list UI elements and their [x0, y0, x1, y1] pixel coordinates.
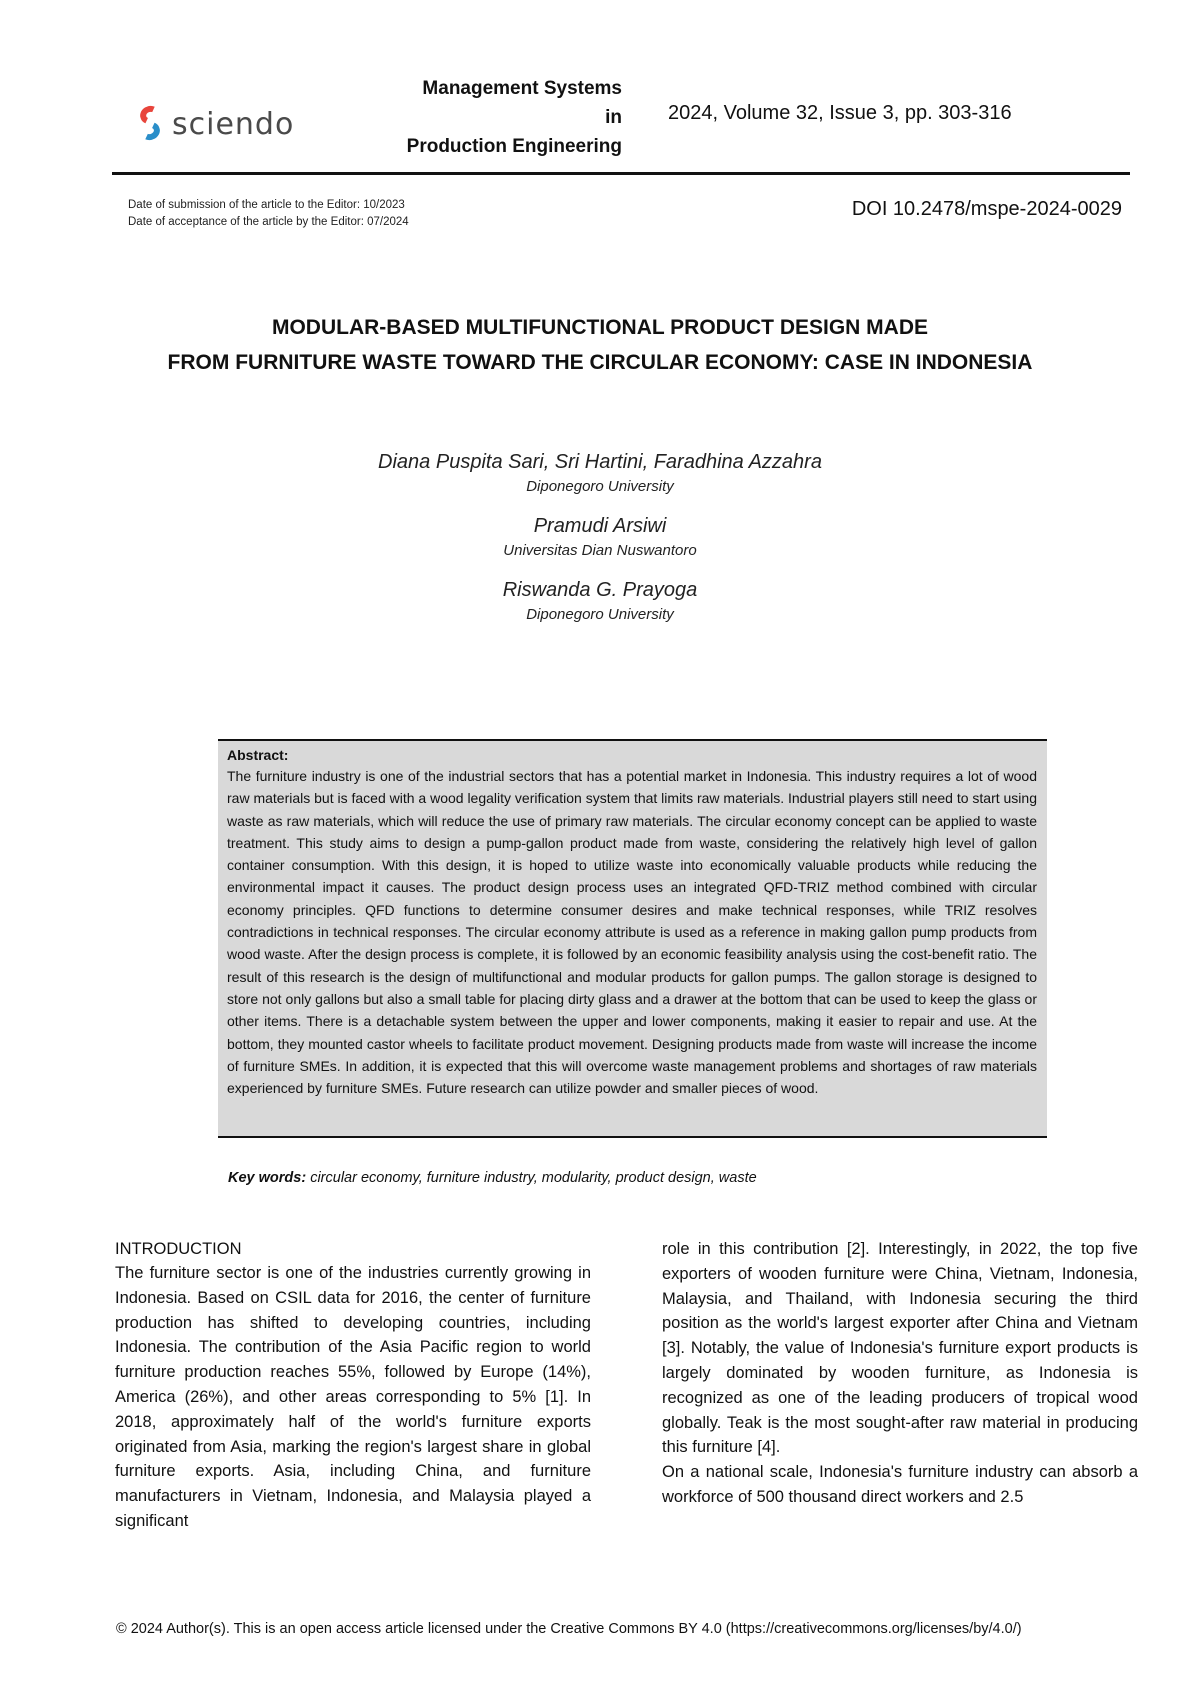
abstract-text: The furniture industry is one of the industrial sectors that has a potential market in Indonesia. This industry requires a lot of wood raw materials but is faced with a wood legality verification system that limits raw materials. Industrial players still need to start using waste as raw materials, which will reduce the use of primary raw materials. The circular economy concept can be applied to waste treatment. This study aims to design a pump-gallon product made from waste, considering the relatively high level of gallon container consumption. With this design, it is hoped to utilize waste into economically valuable products while reducing the environmental impact it causes. The product design process uses an integrated QFD-TRIZ method combined with circular economy principles. QFD functions to determine consumer desires and make technical responses, while TRIZ resolves contradictions in technical responses. The circular economy attribute is used as a reference in making gallon pump products from wood waste. After the design process is complete, it is followed by an economic feasibility analysis using the cost-benefit ratio. The result of this research is the design of multifunctional and modular products for gallon pumps. The gallon storage is designed to store not only gallons but also a small table for placing dirty glass and a drawer at the bottom that can be used to keep the glass or other items. There is a detachable system between the upper and lower components, making it easier to repair and use. At the bottom, they mounted castor wheels to facilitate product movement. Designing products made from waste will increase the income of furniture SMEs. In addition, it is expected that this will overcome waste management problems and shortages of raw materials experienced by furniture SMEs. Future research can utilize powder and smaller pieces of wood.	[227, 768, 1037, 1097]
logo-text: sciendo	[172, 106, 295, 142]
body-column-right	[662, 1237, 1138, 1510]
submission-date: Date of submission of the article to the Editor: 10/2023	[128, 199, 405, 211]
keywords-text: circular economy, furniture industry, modularity, product design, waste	[310, 1170, 757, 1186]
author-names: Riswanda G. Prayoga	[502, 579, 698, 601]
keywords	[228, 1170, 757, 1186]
header-divider	[112, 172, 1130, 175]
journal-name-line2: in	[605, 107, 622, 128]
body-paragraph: The furniture sector is one of the industries currently growing in Indonesia. Based on CSIL data for 2016, the center of furniture production has shifted to developing countries, including Indonesia. The contribution of the Asia Pacific region to world furniture production reaches 55%, followed by Europe (14%), America (26%), and other areas corresponding to 5% [1]. In 2018, approximately half of the world's furniture exports originated from Asia, marking the region's largest share in global furniture exports. Asia, including China, and furniture manufacturers in Vietnam, Indonesia, and Malaysia played a significant	[115, 1264, 591, 1530]
title-line1: MODULAR-BASED MULTIFUNCTIONAL PRODUCT DESIGN MADE	[271, 316, 929, 339]
article-dates	[128, 197, 409, 231]
author-names: Pramudi Arsiwi	[533, 515, 667, 537]
abstract-label: Abstract:	[227, 747, 289, 763]
license-footer: © 2024 Author(s). This is an open access article licensed under the Creative Commons BY 4.0 (https://creativecommons.org/licenses/by/4.0/)	[116, 1621, 1022, 1637]
body-paragraph: On a national scale, Indonesia's furniture industry can absorb a workforce of 500 thousand direct workers and 2.5	[662, 1463, 1138, 1506]
author-affiliation: Diponegoro University	[526, 478, 674, 495]
author-list	[200, 448, 1000, 640]
title-line2: FROM FURNITURE WASTE TOWARD THE CIRCULAR ECONOMY: CASE IN INDONESIA	[167, 351, 1033, 374]
author-group	[200, 448, 1000, 498]
journal-name-line1: Management Systems	[422, 78, 622, 99]
page-header	[112, 70, 1130, 170]
section-heading: INTRODUCTION	[115, 1240, 242, 1258]
article-title	[60, 310, 1140, 380]
journal-name	[382, 74, 622, 161]
body-column-left	[115, 1237, 591, 1534]
author-group	[200, 512, 1000, 562]
journal-name-line3: Production Engineering	[406, 136, 622, 157]
sciendo-logo-icon	[136, 104, 164, 144]
volume-info: 2024, Volume 32, Issue 3, pp. 303-316	[668, 102, 1012, 124]
author-affiliation: Diponegoro University	[526, 606, 674, 623]
acceptance-date: Date of acceptance of the article by the Editor: 07/2024	[128, 216, 409, 228]
body-paragraph: role in this contribution [2]. Interestingly, in 2022, the top five exporters of wooden furniture were China, Vietnam, Indonesia, Malaysia, and Thailand, with Indonesia securing the third position as the world's largest exporter after China and Vietnam [3]. Notably, the value of Indonesia's furniture export products is largely dominated by wooden furniture, as Indonesia is recognized as one of the leading producers of tropical wood globally. Teak is the most sought-after raw material in producing this furniture [4].	[662, 1240, 1138, 1457]
publisher-logo	[136, 104, 294, 144]
author-group	[200, 576, 1000, 626]
author-affiliation: Universitas Dian Nuswantoro	[503, 542, 697, 559]
doi: DOI 10.2478/mspe-2024-0029	[851, 198, 1122, 220]
abstract-box	[218, 739, 1047, 1138]
keywords-label: Key words:	[228, 1170, 307, 1186]
author-names: Diana Puspita Sari, Sri Hartini, Faradhina Azzahra	[378, 451, 822, 473]
